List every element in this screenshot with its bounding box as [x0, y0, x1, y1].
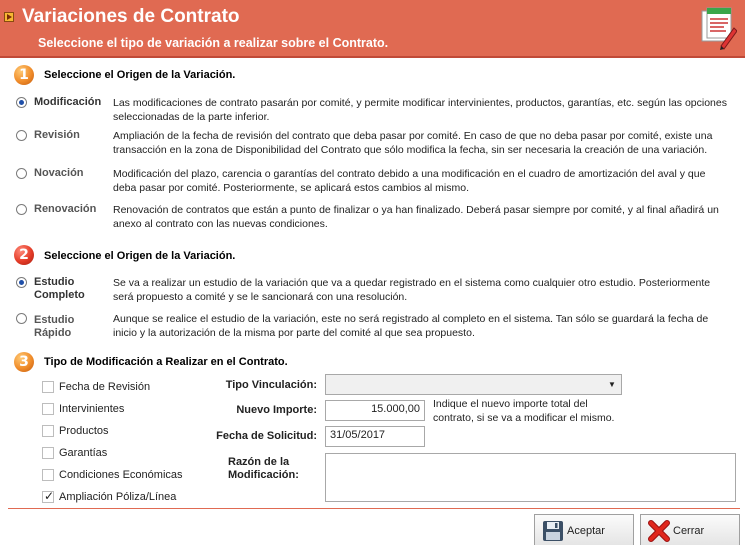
- radio-estudio-rapido[interactable]: [16, 313, 27, 324]
- checkbox-label: Ampliación Póliza/Línea: [59, 491, 177, 503]
- option-label-line1: Estudio: [34, 276, 75, 288]
- section-3-title: Tipo de Modificación a Realizar en el Contrato.: [44, 356, 288, 368]
- accept-label: Aceptar: [567, 525, 605, 537]
- close-icon: [648, 520, 670, 542]
- radio-modificacion[interactable]: [16, 97, 27, 108]
- checkbox[interactable]: [42, 381, 54, 393]
- close-button[interactable]: [640, 514, 740, 545]
- fecha-solicitud-label: Fecha de Solicitud:: [216, 430, 317, 442]
- option-description: Aunque se realice el estudio de la variación, este no será registrado al completo en el sistema. Tan sólo se guardará la fecha de inicio y la autorización de la misma por parte del comité al que sea propuesto.: [113, 313, 709, 339]
- option-label: Modificación: [34, 96, 102, 108]
- document-edit-icon: [699, 6, 737, 50]
- tipo-vinculacion-select[interactable]: [325, 374, 622, 395]
- checkbox[interactable]: [42, 447, 54, 459]
- option-label-line2: Rápido: [34, 327, 72, 339]
- checkbox[interactable]: [42, 469, 54, 481]
- chevron-down-icon[interactable]: ▼: [608, 380, 616, 389]
- checkbox[interactable]: [42, 425, 54, 437]
- razon-label-line1: Razón de la: [228, 456, 290, 468]
- radio-estudio-completo[interactable]: [16, 277, 27, 288]
- tipo-vinculacion-label: Tipo Vinculación:: [225, 379, 317, 391]
- option-label: Renovación: [34, 203, 97, 215]
- checkbox-label: Fecha de Revisión: [59, 381, 151, 393]
- checkbox-label: Intervinientes: [59, 403, 125, 415]
- step-1-icon: 1: [14, 65, 34, 85]
- option-description: Ampliación de la fecha de revisión del contrato que deba pasar por comité. En caso de que no deba pasar por comité, existe una transacción en la zona de Disponibilidad del Contrato que sólo modifica la fecha, sin ser necesaria la creación de una variación.: [113, 130, 713, 156]
- close-label: Cerrar: [673, 525, 705, 537]
- radio-renovacion[interactable]: [16, 204, 27, 215]
- razon-label-line2: Modificación:: [228, 469, 299, 481]
- dialog-title: Variaciones de Contrato: [22, 6, 240, 27]
- nuevo-importe-label: Nuevo Importe:: [236, 404, 317, 416]
- dialog-header: [0, 0, 745, 58]
- checkbox-label: Productos: [59, 425, 109, 437]
- checkbox[interactable]: [42, 403, 54, 415]
- nuevo-importe-input[interactable]: 15.000,00: [325, 400, 425, 421]
- step-3-icon: 3: [14, 352, 34, 372]
- option-label-line1: Estudio: [34, 314, 75, 326]
- option-description: Renovación de contratos que están a punto de finalizar o ya han finalizado. Deberá pasar siempre por comité, y al final añadirá un anexo al contrato con las nuevas condiciones.: [113, 204, 719, 230]
- option-description: Se va a realizar un estudio de la variación que va a quedar registrado en el sistema como cualquier otro estudio. Posteriormente será propuesto a comité y se le sancionará con una resolución.: [113, 277, 711, 303]
- window-menu-icon[interactable]: [4, 12, 14, 22]
- checkbox[interactable]: [42, 491, 54, 503]
- option-label: Novación: [34, 167, 84, 179]
- option-description: Modificación del plazo, carencia o garantías del contrato debido a una modificación en el cuadro de amortización del aval y que deba pasar por comité. Posteriormente, se aplicará estos cambios al mismo.: [113, 168, 706, 194]
- accept-button[interactable]: [534, 514, 634, 545]
- save-icon: [542, 520, 564, 542]
- fecha-solicitud-input[interactable]: 31/05/2017: [325, 426, 425, 447]
- dialog-subtitle: Seleccione el tipo de variación a realizar sobre el Contrato.: [38, 36, 389, 50]
- option-label: Revisión: [34, 129, 80, 141]
- option-description: Las modificaciones de contrato pasarán por comité, y permite modificar intervinientes, productos, garantías, etc. según las opciones seleccionadas de la parte inferior.: [113, 97, 727, 123]
- radio-revision[interactable]: [16, 130, 27, 141]
- checkbox-label: Condiciones Económicas: [59, 469, 183, 481]
- radio-novacion[interactable]: [16, 168, 27, 179]
- footer-separator: [8, 508, 740, 509]
- step-2-icon: 2: [14, 245, 34, 265]
- razon-modificacion-textarea[interactable]: [325, 453, 736, 502]
- section-1-title: Seleccione el Origen de la Variación.: [44, 69, 236, 81]
- nuevo-importe-hint: Indique el nuevo importe total del contrato, si se va a modificar el mismo.: [433, 398, 615, 424]
- option-label-line2: Completo: [34, 289, 85, 301]
- checkbox-label: Garantías: [59, 447, 108, 459]
- section-2-title: Seleccione el Origen de la Variación.: [44, 250, 236, 262]
